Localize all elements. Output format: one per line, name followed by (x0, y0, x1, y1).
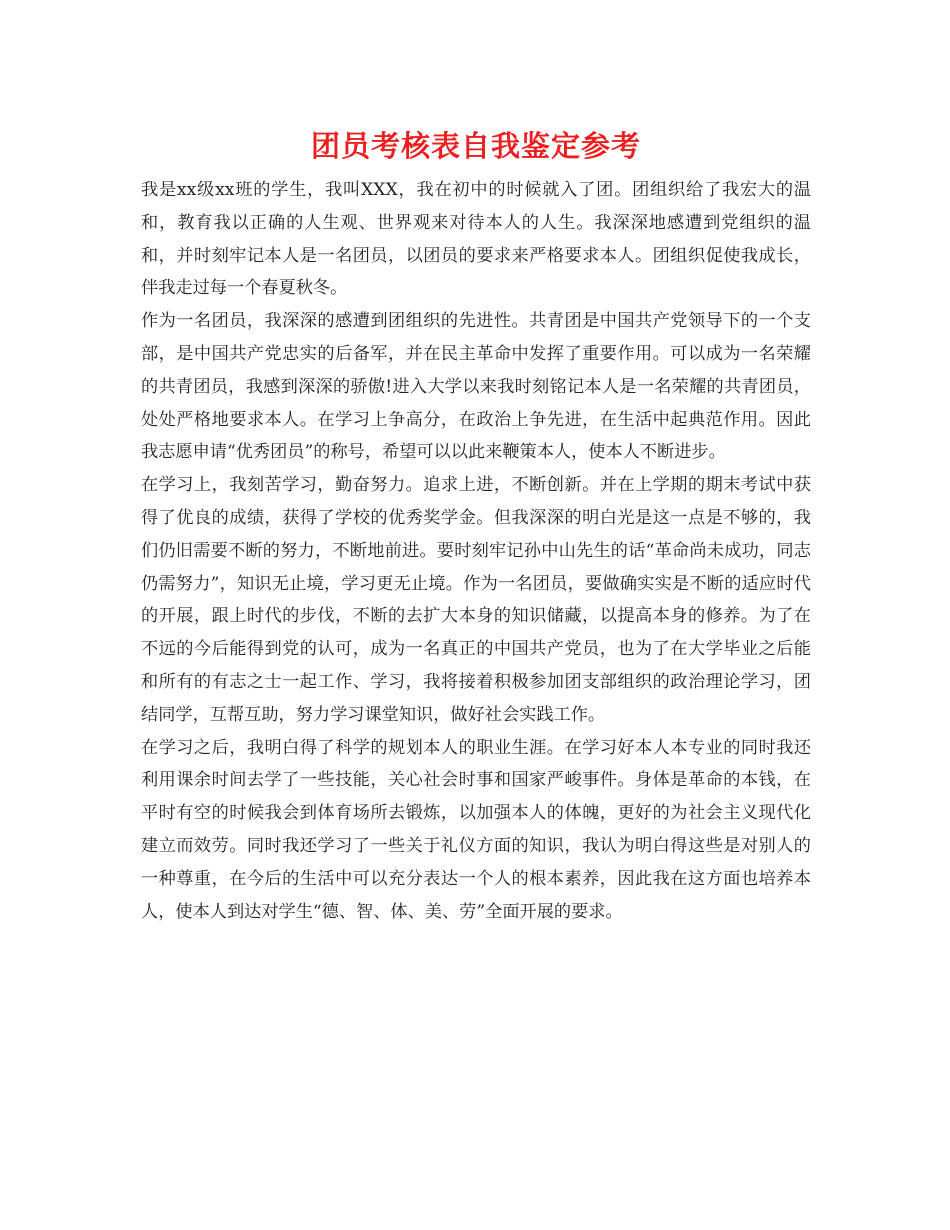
document-title: 团员考核表自我鉴定参考 (310, 129, 641, 163)
paragraph-4: 在学习之后，我明白得了科学的规划本人的职业生涯。在学习好本人本专业的同时我还利用课余时间去学了一些技能，关心社会时事和国家严峻事件。身体是革命的本钱，在平时有空的时候我会到体育场所去锻炼，以加强本人的体魄，更好的为社会主义现代化建立而效劳。同时我还学习了一些关于礼仪方面的知识，我认为明白得这些是对别人的一种尊重，在今后的生活中可以充分表达一个人的根本素养，因此我在这方面也培养本人，使本人到达对学生“德、智、体、美、劳”全面开展的要求。 (141, 737, 811, 922)
document-page (141, 118, 811, 928)
paragraph-2: 作为一名团员，我深深的感遭到团组织的先进性。共青团是中国共产党领导下的一个支部，是中国共产党忠实的后备军，并在民主革命中发挥了重要作用。可以成为一名荣耀的共青团员，我感到深深的骄傲!进入大学以来我时刻铭记本人是一名荣耀的共青团员，处处严格地要求本人。在学习上争高分，在政治上争先进，在生活中起典范作用。因此我志愿申请“优秀团员”的称号，希望可以以此来鞭策本人，使本人不断进步。 (141, 311, 811, 463)
paragraph-3: 在学习上，我刻苦学习，勤奋努力。追求上进，不断创新。并在上学期的期末考试中获得了优良的成绩，获得了学校的优秀奖学金。但我深深的明白光是这一点是不够的，我们仍旧需要不断的努力，不断地前进。要时刻牢记孙中山先生的话“革命尚未成功，同志仍需努力”，知识无止境，学习更无止境。作为一名团员，要做确实实是不断的适应时代的开展，跟上时代的步伐，不断的去扩大本身的知识储藏，以提高本身的修养。为了在不远的今后能得到党的认可，成为一名真正的中国共产党员，也为了在大学毕业之后能和所有的有志之士一起工作、学习，我将接着积极参加团支部组织的政治理论学习，团结同学，互帮互助，努力学习课堂知识，做好社会实践工作。 (141, 475, 811, 725)
paragraph-1: 我是xx级xx班的学生，我叫XXX，我在初中的时候就入了团。团组织给了我宏大的温和，教育我以正确的人生观、世界观来对待本人的人生。我深深地感遭到党组织的温和，并时刻牢记本人是一名团员，以团员的要求来严格要求本人。团组织促使我成长，伴我走过每一个春夏秋冬。 (141, 180, 811, 299)
document-body (141, 174, 811, 928)
